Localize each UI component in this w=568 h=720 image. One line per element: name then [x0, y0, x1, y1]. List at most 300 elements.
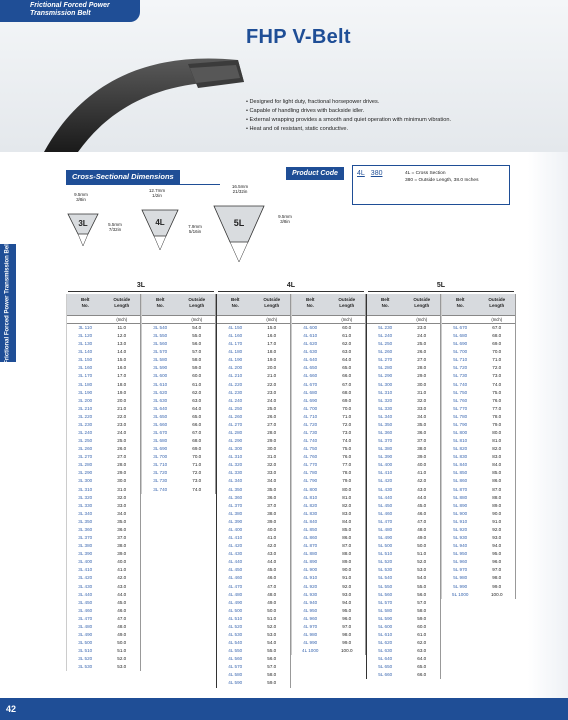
outside-length-cell: 14.0 [117, 349, 127, 355]
unit-label [67, 316, 104, 324]
belt-number-cell: 4L 1000 [302, 648, 319, 654]
belt-number-cell: 4L 910 [303, 575, 318, 581]
outside-length-cell: 58.0 [417, 607, 427, 613]
outside-length-cell: 72.0 [492, 365, 502, 371]
outside-length-cell: 13.0 [117, 341, 127, 347]
belt-number-cell: 5L 510 [378, 551, 393, 557]
outside-length-cell: 43.0 [417, 486, 427, 492]
unit-label: (Inch) [179, 316, 216, 324]
outside-length-cell: 78.0 [492, 413, 502, 419]
outside-length-cell: 28.0 [267, 430, 277, 436]
dim-text: 9.5mm 3/8in [278, 214, 292, 224]
outside-length-cell: 45.0 [267, 567, 277, 573]
column-5l-belt-2 [441, 294, 479, 599]
outside-length-header: Outside Length [179, 294, 216, 316]
belt-number-cell: 5L 690 [453, 341, 468, 347]
belt-number-cell: 3L 430 [78, 583, 93, 589]
outside-length-cell: 61.0 [192, 381, 202, 387]
outside-length-cell: 90.0 [492, 510, 502, 516]
outside-length-cell: 64.0 [342, 357, 352, 363]
outside-length-cell: 71.0 [342, 413, 352, 419]
outside-length-cell: 88.0 [342, 551, 352, 557]
outside-length-cell: 51.0 [267, 615, 277, 621]
outside-length-cell: 58.0 [192, 357, 202, 363]
outside-length-cell: 57.0 [192, 349, 202, 355]
outside-length-cell: 56.0 [267, 656, 277, 662]
outside-length-cell: 58.0 [267, 672, 277, 678]
belt-no-header: Belt No. [442, 294, 479, 316]
outside-length-cell: 79.0 [492, 421, 502, 427]
belt-number-cell: 3L 510 [78, 648, 93, 654]
belt-number-cell: 4L 760 [303, 454, 318, 460]
belt-number-cell: 3L 210 [78, 405, 93, 411]
outside-length-header: Outside Length [329, 294, 366, 316]
desc-line: 4L = Cross Section [405, 171, 446, 176]
outside-length-cell: 67.0 [192, 430, 202, 436]
outside-length-cell: 55.0 [267, 648, 277, 654]
outside-length-cell: 97.0 [492, 567, 502, 573]
dim-text: 7.9mm 5/16in [188, 224, 202, 234]
side-tab [0, 244, 16, 362]
outside-length-cell: 75.0 [492, 389, 502, 395]
belt-number-cell: 5L 240 [378, 333, 393, 339]
outside-length-cell: 74.0 [342, 438, 352, 444]
belt-number-cell: 4L 920 [303, 583, 318, 589]
belt-number-cell: 3L 180 [78, 381, 93, 387]
belt-number-cell: 4L 840 [303, 518, 318, 524]
belt-number-cell: 4L 340 [228, 478, 243, 484]
unit-label [367, 316, 404, 324]
belt-number-cell: 5L 720 [453, 365, 468, 371]
belt-number-cell: 4L 690 [303, 397, 318, 403]
outside-length-cell: 43.0 [267, 551, 277, 557]
belt-number-cell: 3L 560 [153, 341, 168, 347]
belt-number-cell: 3L 260 [78, 446, 93, 452]
outside-length-cell: 92.0 [342, 583, 352, 589]
feature-item: • Capable of handling drives with backside idler. [246, 107, 556, 116]
belt-number-cell: 4L 550 [228, 648, 243, 654]
belt-number-cell: 4L 620 [303, 341, 318, 347]
belt-number-cell: 5L 540 [378, 575, 393, 581]
outside-length-cell: 98.0 [492, 575, 502, 581]
outside-length-cell: 69.0 [342, 397, 352, 403]
outside-length-cell: 41.0 [117, 567, 127, 573]
belt-number-cell: 5L 370 [378, 438, 393, 444]
belt-number-cell: 4L 410 [228, 535, 243, 541]
outside-length-cell: 26.0 [117, 446, 127, 452]
belt-number-cell: 5L 710 [453, 357, 468, 363]
outside-length-cell: 22.0 [267, 381, 277, 387]
belt-number-cell: 4L 320 [228, 462, 243, 468]
belt-number-cell: 4L 970 [303, 623, 318, 629]
outside-length-cell: 40.0 [417, 462, 427, 468]
belt-number-cell: 5L 400 [378, 462, 393, 468]
outside-length-cell: 90.0 [342, 567, 352, 573]
outside-length-cell: 11.0 [117, 325, 127, 330]
belt-number-cell: 5L 360 [378, 430, 393, 436]
belt-number-cell: 3L 670 [153, 430, 168, 436]
belt-number-cell: 3L 500 [78, 640, 93, 646]
outside-length-cell: 37.0 [267, 502, 277, 508]
v-belt-illustration [38, 20, 248, 152]
column-3l-length-1 [104, 294, 142, 671]
outside-length-cell: 73.0 [192, 478, 202, 484]
belt-number-cell: 3L 650 [153, 413, 168, 419]
outside-length-cell: 40.0 [267, 526, 277, 532]
unit-label: (Inch) [254, 316, 291, 324]
unit-label: (Inch) [404, 316, 441, 324]
outside-length-cell: 30.0 [417, 381, 427, 387]
belt-number-cell: 4L 500 [228, 607, 243, 613]
outside-length-cell: 66.0 [342, 373, 352, 379]
belt-number-cell: 4L 220 [228, 381, 243, 387]
belt-number-cell: 5L 620 [378, 640, 393, 646]
belt-no-header: Belt No. [142, 294, 179, 316]
outside-length-cell: 71.0 [192, 462, 202, 468]
outside-length-cell: 46.0 [267, 575, 277, 581]
belt-number-cell: 4L 820 [303, 502, 318, 508]
belt-number-cell: 5L 650 [378, 664, 393, 670]
belt-number-cell: 5L 230 [378, 325, 393, 330]
outside-length-cell: 87.0 [492, 486, 502, 492]
unit-label [442, 316, 479, 324]
belt-number-cell: 4L 180 [228, 349, 243, 355]
dim-5l-top [220, 184, 260, 194]
belt-number-cell: 4L 680 [303, 389, 318, 395]
belt-number-cell: 3L 230 [78, 421, 93, 427]
belt-number-cell: 5L 560 [378, 591, 393, 597]
outside-length-cell: 27.0 [267, 421, 277, 427]
belt-number-cell: 4L 570 [228, 664, 243, 670]
belt-number-cell: 5L 870 [453, 486, 468, 492]
outside-length-cell: 30.0 [117, 478, 127, 484]
belt-number-cell: 3L 520 [78, 656, 93, 662]
column-4l-length-2 [329, 294, 367, 655]
belt-number-cell: 4L 780 [303, 470, 318, 476]
column-5l-length-2 [479, 294, 517, 599]
outside-length-cell: 20.0 [267, 365, 277, 371]
belt-number-cell: 5L 420 [378, 478, 393, 484]
outside-length-cell: 38.0 [117, 543, 127, 549]
belt-number-cell: 5L 920 [453, 526, 468, 532]
outside-length-cell: 50.0 [267, 607, 277, 613]
outside-length-cell: 72.0 [192, 470, 202, 476]
outside-length-cell: 76.0 [492, 397, 502, 403]
feature-item: • Designed for light duty, fractional horsepower drives. [246, 98, 556, 107]
belt-number-cell: 4L 440 [228, 559, 243, 565]
belt-number-cell: 5L 630 [378, 648, 393, 654]
outside-length-cell: 94.0 [492, 543, 502, 549]
belt-number-cell: 3L 710 [153, 462, 168, 468]
column-3l-belt-1 [66, 294, 104, 671]
outside-length-cell: 38.0 [267, 510, 277, 516]
outside-length-cell: 85.0 [492, 470, 502, 476]
outside-length-cell: 20.0 [117, 397, 127, 403]
belt-number-cell: 5L 580 [378, 607, 393, 613]
belt-number-cell: 3L 400 [78, 559, 93, 565]
outside-length-cell: 35.0 [117, 518, 127, 524]
belt-number-cell: 4L 650 [303, 365, 318, 371]
outside-length-cell: 36.0 [417, 430, 427, 436]
page-shade [528, 152, 568, 698]
outside-length-cell: 95.0 [342, 607, 352, 613]
outside-length-cell: 49.0 [267, 599, 277, 605]
belt-number-cell: 3L 620 [153, 389, 168, 395]
belt-number-cell: 3L 550 [153, 333, 168, 339]
belt-number-cell: 3L 200 [78, 397, 93, 403]
outside-length-cell: 27.0 [117, 454, 127, 460]
belt-number-cell: 4L 610 [303, 333, 318, 339]
belt-number-cell: 5L 820 [453, 446, 468, 452]
belt-number-cell: 4L 390 [228, 518, 243, 524]
outside-length-cell: 38.0 [417, 446, 427, 452]
section-5l [212, 204, 266, 270]
outside-length-cell: 42.0 [417, 478, 427, 484]
belt-size-table [66, 280, 516, 698]
header-band [0, 0, 568, 152]
dim-5l-height [272, 214, 298, 224]
belt-number-cell: 5L 750 [453, 389, 468, 395]
dim-3l-height [102, 222, 128, 232]
dim-text: 12.7mm 1/2in [148, 188, 166, 198]
belt-number-cell: 3L 610 [153, 381, 168, 387]
belt-number-cell: 4L 530 [228, 631, 243, 637]
belt-number-cell: 5L 550 [378, 583, 393, 589]
outside-length-cell: 89.0 [492, 502, 502, 508]
belt-number-cell: 4L 470 [228, 583, 243, 589]
cross-section-label: Cross-Sectional Dimensions [66, 170, 180, 184]
belt-number-cell: 4L 590 [228, 680, 243, 686]
outside-length-cell: 54.0 [192, 325, 202, 330]
outside-length-cell: 35.0 [417, 421, 427, 427]
outside-length-cell: 55.0 [192, 333, 202, 339]
outside-length-cell: 23.0 [117, 421, 127, 427]
belt-number-cell: 5L 570 [378, 599, 393, 605]
product-code-box [352, 165, 510, 205]
page-title: FHP V-Belt [246, 26, 351, 48]
belt-number-cell: 5L 330 [378, 405, 393, 411]
belt-number-cell: 4L 300 [228, 446, 243, 452]
outside-length-cell: 19.0 [267, 357, 277, 363]
outside-length-cell: 59.0 [267, 680, 277, 686]
outside-length-cell: 59.0 [192, 365, 202, 371]
outside-length-cell: 94.0 [342, 599, 352, 605]
outside-length-cell: 51.0 [117, 648, 127, 654]
column-3l-belt-2 [141, 294, 179, 494]
outside-length-cell: 82.0 [492, 446, 502, 452]
outside-length-cell: 15.0 [117, 357, 127, 363]
belt-number-cell: 4L 250 [228, 405, 243, 411]
belt-number-cell: 5L 520 [378, 559, 393, 565]
belt-number-cell: 4L 360 [228, 494, 243, 500]
outside-length-cell: 60.0 [417, 623, 427, 629]
outside-length-cell: 57.0 [267, 664, 277, 670]
outside-length-cell: 63.0 [417, 648, 427, 654]
outside-length-header: Outside Length [404, 294, 441, 316]
belt-number-cell: 5L 950 [453, 551, 468, 557]
outside-length-cell: 98.0 [342, 631, 352, 637]
outside-length-cell: 66.0 [417, 672, 427, 678]
belt-number-cell: 3L 160 [78, 365, 93, 371]
outside-length-cell: 19.0 [117, 389, 127, 395]
outside-length-cell: 79.0 [342, 478, 352, 484]
outside-length-cell: 59.0 [417, 615, 427, 621]
belt-number-cell: 4L 980 [303, 631, 318, 637]
belt-number-cell: 3L 730 [153, 478, 168, 484]
unit-label [142, 316, 179, 324]
belt-number-cell: 3L 190 [78, 389, 93, 395]
outside-length-cell: 46.0 [417, 510, 427, 516]
unit-label: (Inch) [104, 316, 141, 324]
belt-number-cell: 5L 810 [453, 438, 468, 444]
belt-number-cell: 4L 270 [228, 421, 243, 427]
belt-number-cell: 5L 970 [453, 567, 468, 573]
outside-length-cell: 41.0 [267, 535, 277, 541]
belt-number-cell: 5L 280 [378, 365, 393, 371]
belt-number-cell: 4L 670 [303, 381, 318, 387]
belt-number-cell: 3L 450 [78, 599, 93, 605]
belt-number-cell: 5L 700 [453, 349, 468, 355]
outside-length-cell: 18.0 [267, 349, 277, 355]
dim-4l-top [140, 188, 174, 198]
belt-number-cell: 4L 230 [228, 389, 243, 395]
belt-number-cell: 4L 330 [228, 470, 243, 476]
belt-number-cell: 4L 280 [228, 430, 243, 436]
belt-number-cell: 5L 300 [378, 381, 393, 387]
outside-length-cell: 31.0 [417, 389, 427, 395]
belt-number-cell: 3L 660 [153, 421, 168, 427]
outside-length-cell: 74.0 [492, 381, 502, 387]
outside-length-cell: 31.0 [117, 486, 127, 492]
belt-number-cell: 5L 530 [378, 567, 393, 573]
outside-length-cell: 21.0 [267, 373, 277, 379]
outside-length-cell: 80.0 [492, 430, 502, 436]
belt-number-cell: 3L 290 [78, 470, 93, 476]
belt-number-cell: 5L 790 [453, 421, 468, 427]
belt-number-cell: 4L 770 [303, 462, 318, 468]
belt-number-cell: 3L 490 [78, 631, 93, 637]
belt-number-cell: 5L 410 [378, 470, 393, 476]
belt-number-cell: 3L 680 [153, 438, 168, 444]
belt-number-cell: 4L 430 [228, 551, 243, 557]
outside-length-cell: 62.0 [417, 640, 427, 646]
belt-number-cell: 4L 170 [228, 341, 243, 347]
belt-number-cell: 5L 590 [378, 615, 393, 621]
length-code: 380 [370, 170, 383, 177]
outside-length-cell: 32.0 [267, 462, 277, 468]
outside-length-cell: 24.0 [267, 397, 277, 403]
belt-number-cell: 4L 830 [303, 510, 318, 516]
outside-length-cell: 65.0 [192, 413, 202, 419]
belt-number-cell: 5L 830 [453, 454, 468, 460]
outside-length-cell: 53.0 [267, 631, 277, 637]
outside-length-cell: 47.0 [117, 615, 127, 621]
desc-line: 380 = Outside Length, 38.0 Inches [405, 178, 479, 183]
belt-number-cell: 3L 390 [78, 551, 93, 557]
belt-number-cell: 5L 290 [378, 373, 393, 379]
belt-number-cell: 5L 860 [453, 478, 468, 484]
outside-length-cell: 72.0 [342, 421, 352, 427]
outside-length-cell: 48.0 [267, 591, 277, 597]
belt-number-cell: 4L 460 [228, 575, 243, 581]
outside-length-cell: 83.0 [342, 510, 352, 516]
outside-length-cell: 41.0 [417, 470, 427, 476]
belt-number-cell: 5L 610 [378, 631, 393, 637]
outside-length-header: Outside Length [254, 294, 291, 316]
outside-length-cell: 52.0 [117, 656, 127, 662]
belt-number-cell: 5L 440 [378, 494, 393, 500]
belt-number-cell: 4L 890 [303, 559, 318, 565]
outside-length-cell: 45.0 [117, 599, 127, 605]
outside-length-cell: 62.0 [342, 341, 352, 347]
outside-length-cell: 86.0 [342, 535, 352, 541]
outside-length-cell: 21.0 [117, 405, 127, 411]
outside-length-cell: 60.0 [342, 325, 352, 330]
belt-number-cell: 4L 640 [303, 357, 318, 363]
outside-length-cell: 95.0 [492, 551, 502, 557]
belt-number-cell: 4L 850 [303, 526, 318, 532]
belt-number-cell: 5L 880 [453, 494, 468, 500]
outside-length-header: Outside Length [104, 294, 141, 316]
outside-length-cell: 84.0 [342, 518, 352, 524]
outside-length-cell: 82.0 [342, 502, 352, 508]
belt-number-cell: 3L 630 [153, 397, 168, 403]
outside-length-cell: 63.0 [342, 349, 352, 355]
outside-length-cell: 88.0 [492, 494, 502, 500]
belt-number-cell: 4L 380 [228, 510, 243, 516]
belt-number-cell: 3L 330 [78, 502, 93, 508]
belt-number-cell: 4L 510 [228, 615, 243, 621]
outside-length-cell: 69.0 [492, 341, 502, 347]
outside-length-cell: 84.0 [492, 462, 502, 468]
outside-length-cell: 99.0 [492, 583, 502, 589]
belt-number-cell: 5L 980 [453, 575, 468, 581]
belt-number-cell: 4L 700 [303, 405, 318, 411]
belt-number-cell: 5L 900 [453, 510, 468, 516]
column-3l-length-2 [179, 294, 217, 494]
outside-length-cell: 53.0 [417, 567, 427, 573]
dim-3l-top [66, 192, 96, 202]
outside-length-cell: 18.0 [117, 381, 127, 387]
section-4l [140, 208, 180, 256]
belt-number-cell: 5L 960 [453, 559, 468, 565]
group-header-4l: 4L [218, 280, 364, 292]
outside-length-cell: 86.0 [492, 478, 502, 484]
belt-number-cell: 3L 130 [78, 341, 93, 347]
belt-number-cell: 3L 280 [78, 462, 93, 468]
outside-length-cell: 70.0 [342, 405, 352, 411]
outside-length-cell: 78.0 [342, 470, 352, 476]
outside-length-cell: 49.0 [117, 631, 127, 637]
outside-length-cell: 44.0 [417, 494, 427, 500]
outside-length-cell: 37.0 [117, 535, 127, 541]
belt-number-cell: 4L 720 [303, 421, 318, 427]
outside-length-cell: 36.0 [267, 494, 277, 500]
feature-list [246, 98, 556, 134]
outside-length-cell: 68.0 [492, 333, 502, 339]
outside-length-cell: 55.0 [417, 583, 427, 589]
outside-length-cell: 42.0 [117, 575, 127, 581]
belt-number-cell: 5L 450 [378, 502, 393, 508]
belt-number-cell: 4L 150 [228, 325, 243, 330]
belt-number-cell: 5L 340 [378, 413, 393, 419]
group-header-5l: 5L [368, 280, 514, 292]
belt-number-cell: 5L 940 [453, 543, 468, 549]
belt-no-header: Belt No. [217, 294, 254, 316]
outside-length-cell: 29.0 [267, 438, 277, 444]
belt-number-cell: 4L 710 [303, 413, 318, 419]
belt-number-cell: 5L 670 [453, 325, 468, 330]
